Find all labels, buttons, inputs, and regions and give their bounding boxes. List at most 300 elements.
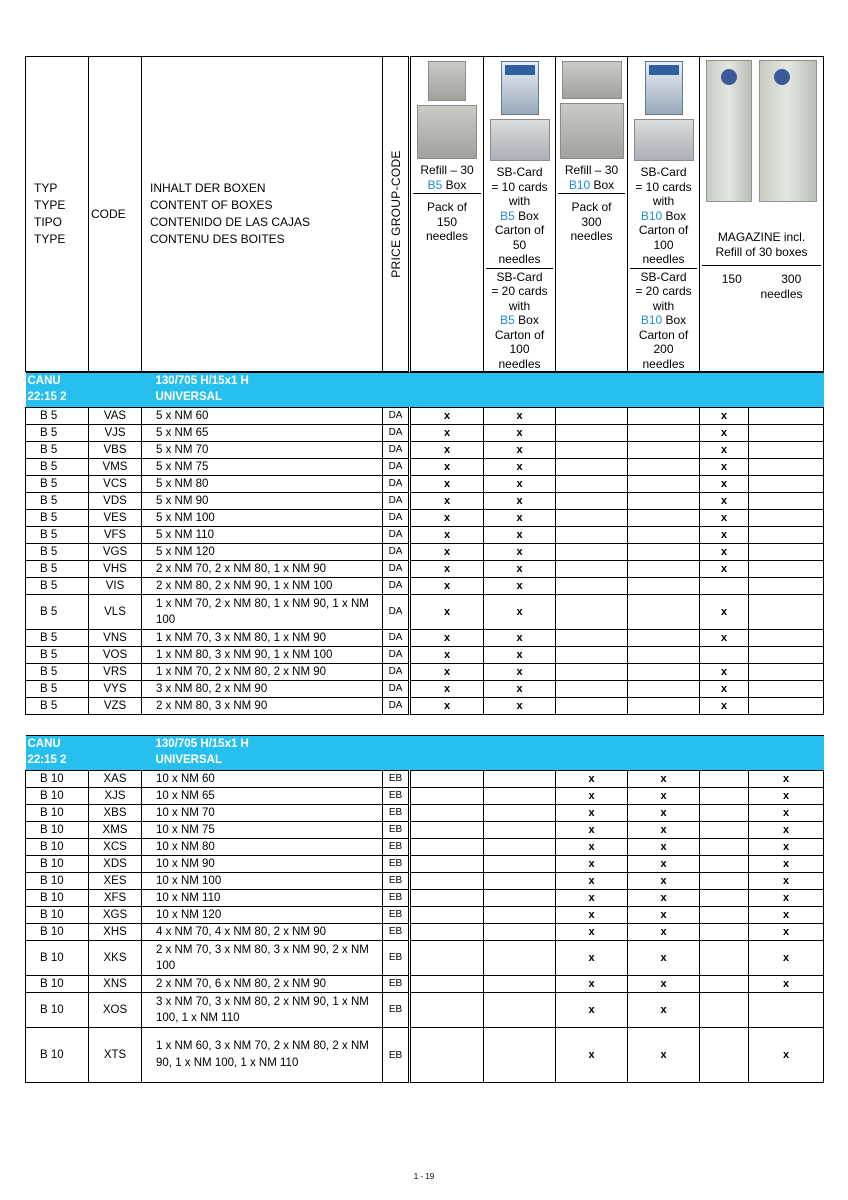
availability-mark: [700, 788, 749, 805]
availability-mark: x: [628, 924, 700, 941]
availability-mark: [749, 459, 824, 476]
row-code: VIS: [89, 578, 142, 595]
availability-mark: [700, 941, 749, 976]
availability-mark: [556, 425, 628, 442]
row-price-group: DA: [383, 630, 410, 647]
availability-mark: [628, 510, 700, 527]
availability-mark: x: [556, 805, 628, 822]
row-typ: B 5: [26, 442, 89, 459]
availability-mark: [628, 681, 700, 698]
availability-mark: [484, 993, 556, 1028]
availability-mark: x: [556, 976, 628, 993]
header-table: [25, 56, 824, 372]
availability-mark: x: [628, 873, 700, 890]
row-content: 2 x NM 70, 2 x NM 80, 1 x NM 90: [142, 561, 383, 578]
availability-mark: x: [628, 805, 700, 822]
row-code: XAS: [89, 771, 142, 788]
row-content: 10 x NM 90: [142, 856, 383, 873]
availability-mark: x: [484, 578, 556, 595]
availability-mark: x: [700, 630, 749, 647]
row-typ: B 5: [26, 510, 89, 527]
row-typ: B 5: [26, 476, 89, 493]
availability-mark: x: [410, 510, 484, 527]
availability-mark: x: [556, 856, 628, 873]
availability-mark: x: [628, 822, 700, 839]
table-row: [26, 527, 824, 544]
row-code: XFS: [89, 890, 142, 907]
row-content: 3 x NM 70, 3 x NM 80, 2 x NM 90, 1 x NM 100, 1 x NM 110: [142, 993, 383, 1028]
row-content: 5 x NM 75: [142, 459, 383, 476]
availability-mark: [749, 595, 824, 630]
header-b10-sb-card: SB-Card = 10 cards with B10 Box Carton of 100 needles SB-Card = 20 cards with B10 Box Carton of 200 needles: [628, 57, 700, 372]
row-code: VLS: [89, 595, 142, 630]
row-price-group: EB: [383, 822, 410, 839]
availability-mark: [749, 647, 824, 664]
availability-mark: x: [410, 664, 484, 681]
availability-mark: x: [484, 459, 556, 476]
availability-mark: x: [700, 510, 749, 527]
availability-mark: [749, 993, 824, 1028]
row-code: XHS: [89, 924, 142, 941]
table-row: [26, 630, 824, 647]
header-typ: TYP TYPE TIPO TYPE: [26, 57, 89, 372]
row-typ: B 5: [26, 681, 89, 698]
row-code: VMS: [89, 459, 142, 476]
row-price-group: DA: [383, 544, 410, 561]
row-content: 10 x NM 60: [142, 771, 383, 788]
availability-mark: [484, 822, 556, 839]
availability-mark: [484, 976, 556, 993]
header-code: CODE: [89, 57, 142, 372]
availability-mark: [410, 976, 484, 993]
row-code: VAS: [89, 408, 142, 425]
table-row: [26, 647, 824, 664]
availability-mark: [628, 561, 700, 578]
table-row: [26, 595, 824, 630]
row-price-group: DA: [383, 527, 410, 544]
availability-mark: [749, 698, 824, 715]
magazine-300-icon: [759, 60, 817, 202]
availability-mark: [556, 408, 628, 425]
availability-mark: x: [628, 771, 700, 788]
availability-mark: x: [556, 788, 628, 805]
availability-mark: [484, 890, 556, 907]
availability-mark: [556, 459, 628, 476]
refill-b10-image: [558, 61, 625, 159]
availability-mark: [749, 476, 824, 493]
header-contents: INHALT DER BOXEN CONTENT OF BOXES CONTENIDO DE LAS CAJAS CONTENU DES BOITES: [142, 57, 383, 372]
row-content: 5 x NM 65: [142, 425, 383, 442]
availability-mark: [410, 788, 484, 805]
table-row: [26, 890, 824, 907]
availability-mark: x: [749, 941, 824, 976]
row-code: VHS: [89, 561, 142, 578]
availability-mark: x: [410, 442, 484, 459]
availability-mark: x: [749, 839, 824, 856]
availability-mark: x: [410, 630, 484, 647]
table-row: [26, 561, 824, 578]
availability-mark: [484, 771, 556, 788]
row-price-group: DA: [383, 476, 410, 493]
availability-mark: x: [749, 1028, 824, 1083]
availability-mark: x: [628, 856, 700, 873]
table-row: [26, 493, 824, 510]
table-row: [26, 681, 824, 698]
row-content: 5 x NM 70: [142, 442, 383, 459]
refill-pack-icon: [562, 61, 622, 99]
table-row: [26, 442, 824, 459]
row-typ: B 10: [26, 924, 89, 941]
row-typ: B 5: [26, 408, 89, 425]
table-row: [26, 839, 824, 856]
availability-mark: x: [484, 561, 556, 578]
table-row: [26, 856, 824, 873]
availability-mark: [749, 493, 824, 510]
row-code: XNS: [89, 976, 142, 993]
availability-mark: x: [700, 544, 749, 561]
sb-card-icon: [501, 61, 539, 115]
availability-mark: [556, 544, 628, 561]
row-price-group: DA: [383, 408, 410, 425]
group-header: CANU 22:15 2 130/705 H/15x1 H UNIVERSAL: [26, 373, 824, 408]
row-content: 1 x NM 70, 2 x NM 80, 2 x NM 90: [142, 664, 383, 681]
page-number: 1 - 19: [413, 1172, 435, 1181]
availability-mark: [556, 578, 628, 595]
availability-mark: [410, 907, 484, 924]
availability-mark: x: [484, 595, 556, 630]
row-typ: B 5: [26, 647, 89, 664]
row-price-group: EB: [383, 993, 410, 1028]
availability-mark: x: [484, 408, 556, 425]
row-price-group: EB: [383, 805, 410, 822]
availability-mark: [749, 578, 824, 595]
availability-mark: [700, 924, 749, 941]
row-typ: B 5: [26, 493, 89, 510]
carton-icon: [634, 119, 694, 161]
table-row: [26, 408, 824, 425]
row-typ: B 5: [26, 527, 89, 544]
availability-mark: [556, 595, 628, 630]
row-code: XBS: [89, 805, 142, 822]
row-price-group: EB: [383, 1028, 410, 1083]
b5-rows: [26, 408, 824, 715]
availability-mark: [410, 856, 484, 873]
row-price-group: EB: [383, 976, 410, 993]
availability-mark: [410, 839, 484, 856]
row-content: 1 x NM 60, 3 x NM 70, 2 x NM 80, 2 x NM 90, 1 x NM 100, 1 x NM 110: [142, 1028, 383, 1083]
row-typ: B 10: [26, 993, 89, 1028]
availability-mark: [410, 771, 484, 788]
row-content: 2 x NM 70, 6 x NM 80, 2 x NM 90: [142, 976, 383, 993]
availability-mark: [700, 839, 749, 856]
row-code: VDS: [89, 493, 142, 510]
row-typ: B 5: [26, 630, 89, 647]
row-typ: B 10: [26, 1028, 89, 1083]
row-code: XKS: [89, 941, 142, 976]
availability-mark: x: [556, 907, 628, 924]
availability-mark: [556, 561, 628, 578]
row-content: 1 x NM 70, 2 x NM 80, 1 x NM 90, 1 x NM 100: [142, 595, 383, 630]
row-code: VYS: [89, 681, 142, 698]
table-row: [26, 993, 824, 1028]
availability-mark: x: [556, 941, 628, 976]
availability-mark: x: [700, 408, 749, 425]
refill-box-icon: [417, 105, 477, 159]
availability-mark: x: [484, 630, 556, 647]
availability-mark: x: [410, 578, 484, 595]
availability-mark: [484, 839, 556, 856]
table-row: [26, 1028, 824, 1083]
row-typ: B 10: [26, 822, 89, 839]
availability-mark: x: [410, 698, 484, 715]
table-row: [26, 941, 824, 976]
table-row: [26, 544, 824, 561]
availability-mark: x: [628, 890, 700, 907]
b10-table: [25, 735, 824, 1083]
availability-mark: x: [749, 890, 824, 907]
row-typ: B 5: [26, 459, 89, 476]
row-content: 1 x NM 70, 3 x NM 80, 1 x NM 90: [142, 630, 383, 647]
availability-mark: [484, 1028, 556, 1083]
availability-mark: [700, 771, 749, 788]
header-b5-refill: Refill – 30 B5 Box Pack of 150 needles: [410, 57, 484, 372]
availability-mark: x: [410, 544, 484, 561]
row-price-group: DA: [383, 681, 410, 698]
row-content: 3 x NM 80, 2 x NM 90: [142, 681, 383, 698]
row-content: 1 x NM 80, 3 x NM 90, 1 x NM 100: [142, 647, 383, 664]
availability-mark: x: [749, 822, 824, 839]
sb-card-icon: [645, 61, 683, 115]
availability-mark: [749, 442, 824, 459]
header-magazine: MAGAZINE incl. Refill of 30 boxes 150 300 needles: [700, 57, 824, 372]
row-code: XCS: [89, 839, 142, 856]
table-row: [26, 425, 824, 442]
availability-mark: x: [484, 493, 556, 510]
availability-mark: [556, 630, 628, 647]
availability-mark: [749, 544, 824, 561]
availability-mark: [410, 890, 484, 907]
availability-mark: x: [484, 698, 556, 715]
availability-mark: [484, 924, 556, 941]
row-price-group: EB: [383, 839, 410, 856]
availability-mark: x: [700, 681, 749, 698]
row-code: VBS: [89, 442, 142, 459]
availability-mark: [628, 647, 700, 664]
availability-mark: [484, 907, 556, 924]
availability-mark: [628, 459, 700, 476]
table-row: [26, 805, 824, 822]
row-price-group: EB: [383, 873, 410, 890]
availability-mark: [410, 924, 484, 941]
availability-mark: x: [556, 1028, 628, 1083]
availability-mark: x: [410, 425, 484, 442]
availability-mark: [628, 578, 700, 595]
row-content: 5 x NM 100: [142, 510, 383, 527]
availability-mark: [556, 442, 628, 459]
b5-table: [25, 372, 824, 715]
availability-mark: [749, 681, 824, 698]
row-content: 2 x NM 80, 3 x NM 90: [142, 698, 383, 715]
table-row: [26, 907, 824, 924]
row-code: VFS: [89, 527, 142, 544]
table-row: [26, 476, 824, 493]
row-content: 2 x NM 80, 2 x NM 90, 1 x NM 100: [142, 578, 383, 595]
row-code: VES: [89, 510, 142, 527]
availability-mark: [410, 1028, 484, 1083]
availability-mark: [556, 493, 628, 510]
availability-mark: x: [628, 839, 700, 856]
availability-mark: x: [700, 476, 749, 493]
availability-mark: [700, 993, 749, 1028]
availability-mark: [628, 664, 700, 681]
availability-mark: x: [556, 890, 628, 907]
availability-mark: [484, 873, 556, 890]
availability-mark: [410, 993, 484, 1028]
availability-mark: x: [628, 941, 700, 976]
row-content: 4 x NM 70, 4 x NM 80, 2 x NM 90: [142, 924, 383, 941]
row-typ: B 10: [26, 907, 89, 924]
availability-mark: x: [484, 425, 556, 442]
row-code: VGS: [89, 544, 142, 561]
availability-mark: x: [484, 681, 556, 698]
availability-mark: [484, 788, 556, 805]
row-content: 5 x NM 110: [142, 527, 383, 544]
availability-mark: [749, 630, 824, 647]
row-price-group: DA: [383, 595, 410, 630]
table-row: [26, 771, 824, 788]
availability-mark: x: [556, 839, 628, 856]
row-price-group: EB: [383, 771, 410, 788]
availability-mark: x: [700, 698, 749, 715]
availability-mark: [628, 527, 700, 544]
availability-mark: x: [484, 664, 556, 681]
availability-mark: [700, 856, 749, 873]
row-typ: B 5: [26, 698, 89, 715]
availability-mark: [628, 493, 700, 510]
row-price-group: EB: [383, 856, 410, 873]
availability-mark: x: [484, 544, 556, 561]
availability-mark: x: [749, 924, 824, 941]
row-content: 10 x NM 110: [142, 890, 383, 907]
row-typ: B 10: [26, 839, 89, 856]
availability-mark: x: [749, 976, 824, 993]
availability-mark: x: [556, 822, 628, 839]
availability-mark: [749, 408, 824, 425]
availability-mark: x: [700, 425, 749, 442]
table-row: [26, 510, 824, 527]
availability-mark: [628, 425, 700, 442]
table-row: [26, 924, 824, 941]
availability-mark: [700, 976, 749, 993]
header-b5-sb-card: SB-Card = 10 cards with B5 Box Carton of 50 needles SB-Card = 20 cards with B5 Box Carton of 100 needles: [484, 57, 556, 372]
row-typ: B 10: [26, 856, 89, 873]
availability-mark: [628, 408, 700, 425]
availability-mark: [749, 664, 824, 681]
row-price-group: DA: [383, 442, 410, 459]
magazine-150-icon: [706, 60, 752, 202]
group-header: CANU 22:15 2 130/705 H/15x1 H UNIVERSAL: [26, 736, 824, 771]
availability-mark: [700, 1028, 749, 1083]
row-typ: B 10: [26, 788, 89, 805]
availability-mark: [628, 595, 700, 630]
table-row: [26, 788, 824, 805]
availability-mark: x: [484, 442, 556, 459]
availability-mark: [700, 647, 749, 664]
availability-mark: [749, 510, 824, 527]
row-typ: B 10: [26, 890, 89, 907]
availability-mark: x: [628, 1028, 700, 1083]
row-price-group: DA: [383, 698, 410, 715]
row-code: XES: [89, 873, 142, 890]
availability-mark: x: [410, 459, 484, 476]
availability-mark: [484, 805, 556, 822]
sb-card-b5-image: [486, 61, 553, 161]
availability-mark: x: [410, 681, 484, 698]
row-content: 10 x NM 120: [142, 907, 383, 924]
availability-mark: x: [410, 408, 484, 425]
availability-mark: x: [410, 476, 484, 493]
availability-mark: [556, 664, 628, 681]
row-typ: B 10: [26, 771, 89, 788]
availability-mark: x: [700, 493, 749, 510]
availability-mark: [700, 578, 749, 595]
header-b10-refill: Refill – 30 B10 Box Pack of 300 needles: [556, 57, 628, 372]
table-row: [26, 698, 824, 715]
row-content: 5 x NM 120: [142, 544, 383, 561]
row-price-group: DA: [383, 578, 410, 595]
availability-mark: x: [700, 561, 749, 578]
row-price-group: DA: [383, 493, 410, 510]
row-code: XDS: [89, 856, 142, 873]
availability-mark: [700, 805, 749, 822]
availability-mark: [700, 822, 749, 839]
availability-mark: [556, 698, 628, 715]
row-typ: B 10: [26, 805, 89, 822]
availability-mark: [628, 442, 700, 459]
refill-b5-image: [413, 61, 481, 159]
row-price-group: EB: [383, 788, 410, 805]
row-price-group: DA: [383, 425, 410, 442]
magazine-image: [702, 60, 821, 202]
availability-mark: [410, 941, 484, 976]
availability-mark: [628, 544, 700, 561]
availability-mark: x: [484, 647, 556, 664]
availability-mark: [556, 476, 628, 493]
row-typ: B 5: [26, 561, 89, 578]
row-typ: B 5: [26, 544, 89, 561]
availability-mark: [484, 941, 556, 976]
row-code: XOS: [89, 993, 142, 1028]
row-content: 5 x NM 80: [142, 476, 383, 493]
row-code: VNS: [89, 630, 142, 647]
row-code: XMS: [89, 822, 142, 839]
availability-mark: [410, 805, 484, 822]
availability-mark: x: [749, 873, 824, 890]
sb-card-b10-image: [630, 61, 697, 161]
row-price-group: DA: [383, 664, 410, 681]
availability-mark: x: [700, 527, 749, 544]
row-typ: B 5: [26, 578, 89, 595]
availability-mark: x: [410, 595, 484, 630]
row-code: XJS: [89, 788, 142, 805]
availability-mark: x: [628, 976, 700, 993]
availability-mark: [700, 890, 749, 907]
header-price-group: PRICE GROUP-CODE: [383, 57, 410, 372]
availability-mark: x: [628, 993, 700, 1028]
row-typ: B 10: [26, 941, 89, 976]
row-typ: B 5: [26, 664, 89, 681]
row-price-group: DA: [383, 510, 410, 527]
